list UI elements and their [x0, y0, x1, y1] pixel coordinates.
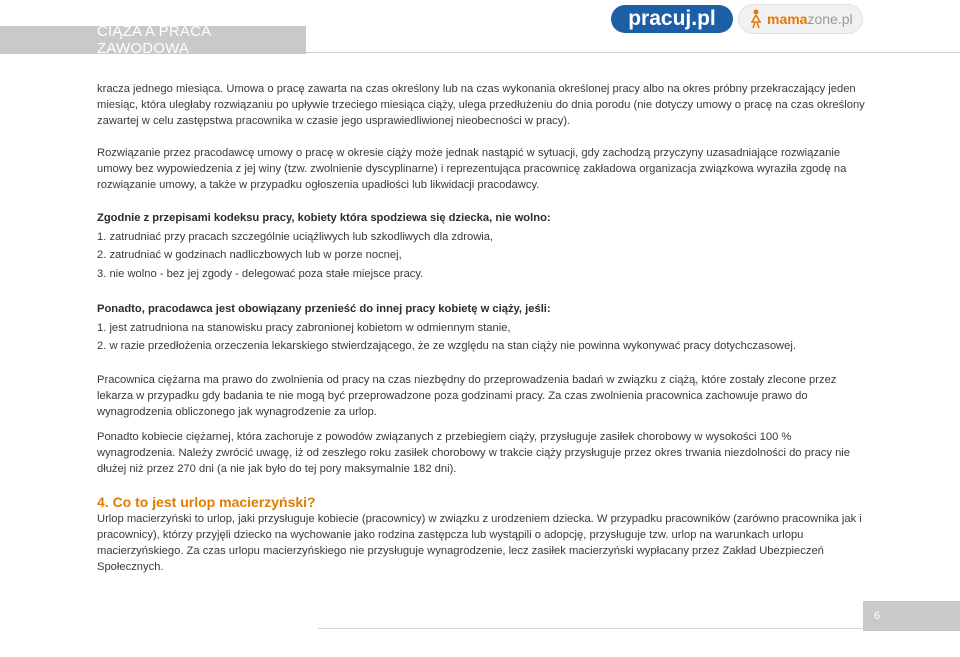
paragraph-fixed-term-contract: kracza jednego miesiąca. Umowa o pracę zawarta na czas określony lub na czas wykonania określonej pracy albo na okres próbny przekraczający jeden miesiąc, która uległaby rozwiązaniu po upływie trzeciego miesiąca ciąży, ulega przedłużeniu do dnia porodu (nie dotyczy umowy o pracę na czas określony zawartej w celu zastępstwa pracownika w czasie jego usprawiedliwionej nieobecności w pracy). — [97, 83, 865, 127]
page-number: 6 — [874, 610, 881, 622]
paragraph-sickness-benefit: Ponadto kobiecie ciężarnej, która zachoruje z powodów związanych z przebiegiem ciąży, przysługuje zasiłek chorobowy w wysokości 100 % wynagrodzenia. Należy zwrócić uwagę, iż od zeszłego roku zasiłek chorobowy w trakcie ciąży przysługuje przez okres trwania niezdolności do pracy nie dłużej niż przez 270 dni (a nie jak było do tej pory maksymalnie 182 dni). — [97, 430, 851, 475]
section-heading-maternity-leave: 4. Co to jest urlop macierzyński? — [97, 493, 316, 510]
header-title-bar — [0, 23, 306, 57]
paragraph-maternity-leave: Urlop macierzyński to urlop, jaki przysługuje kobiecie (pracownicy) w związku z urodzeniem dziecka. W przypadku pracowników (zarówno pracownika jak i pracownicy), którzy przyjęli dziecko na wychowanie jako rodzina zastępcza lub wystąpili o adopcję, przysługuje tzw. urlop na warunkach urlopu macierzyńskiego. Za czas urlopu macierzyńskiego nie przysługuje wynagrodzenie, lecz zasiłek macierzyński wypłacany przez Zakład Ubezpieczeń Społecznych. — [97, 512, 862, 573]
list-item: 2. w razie przedłożenia orzeczenia lekarskiego stwierdzającego, że ze względu na stan ciąży nie powinna wykonywać pracy dotychczasowej. — [97, 340, 796, 353]
mamazone-logo-part1: mama — [767, 11, 808, 27]
document-title: CIĄŻA A PRACA ZAWODOWA — [97, 23, 211, 57]
mamazone-logo-part2: zone.pl — [807, 11, 853, 27]
document-body — [97, 81, 867, 575]
list-heading-prohibitions: Zgodnie z przepisami kodeksu pracy, kobiety która spodziewa się dziecka, nie wolno: — [97, 212, 551, 224]
header-divider — [306, 52, 960, 53]
paragraph-medical-leave: Pracownica ciężarna ma prawo do zwolnienia od pracy na czas niezbędny do przeprowadzenia badań w związku z ciążą, które zostały zlecone przez lekarza w przypadku gdy badania te nie mogą być przeprowadzone poza godzinami pracy. Za czas zwolnienia pracownica zachowuje prawo do wynagrodzenia obliczonego jak wynagrodzenie za urlop. — [97, 373, 837, 418]
paragraph-termination: Rozwiązanie przez pracodawcę umowy o pracę w okresie ciąży może jednak nastąpić w sytuacji, gdy zachodzą przyczyny uzasadniające rozwiązanie umowy bez wypowiedzenia z jej winy (tzw. zwolnienie dyscyplinarne) i reprezentująca pracownicę zakładowa organizacja związkowa wyraziła zgodę na rozwiązanie umowy, a także w przypadku ogłoszenia upadłości lub likwidacji pracodawcy. — [97, 147, 847, 191]
footer-divider — [318, 628, 866, 629]
pracuj-logo[interactable] — [611, 5, 733, 33]
page-number-box — [863, 601, 960, 631]
list-item: 3. nie wolno - bez jej zgody - delegować poza stałe miejsce pracy. — [97, 268, 424, 281]
list-item: 1. jest zatrudniona na stanowisku pracy zabronionej kobietom w odmiennym stanie, — [97, 321, 511, 334]
pracuj-logo-text: pracuj.pl — [628, 7, 716, 30]
mamazone-logo[interactable] — [738, 4, 863, 34]
list-heading-transfer: Ponadto, pracodawca jest obowiązany przenieść do innej pracy kobietę w ciąży, jeśli: — [97, 302, 551, 315]
list-item: 2. zatrudniać w godzinach nadliczbowych lub w porze nocnej, — [97, 249, 402, 262]
mother-child-icon — [749, 9, 763, 29]
list-item: 1. zatrudniać przy pracach szczególnie uciążliwych lub szkodliwych dla zdrowia, — [97, 230, 494, 243]
